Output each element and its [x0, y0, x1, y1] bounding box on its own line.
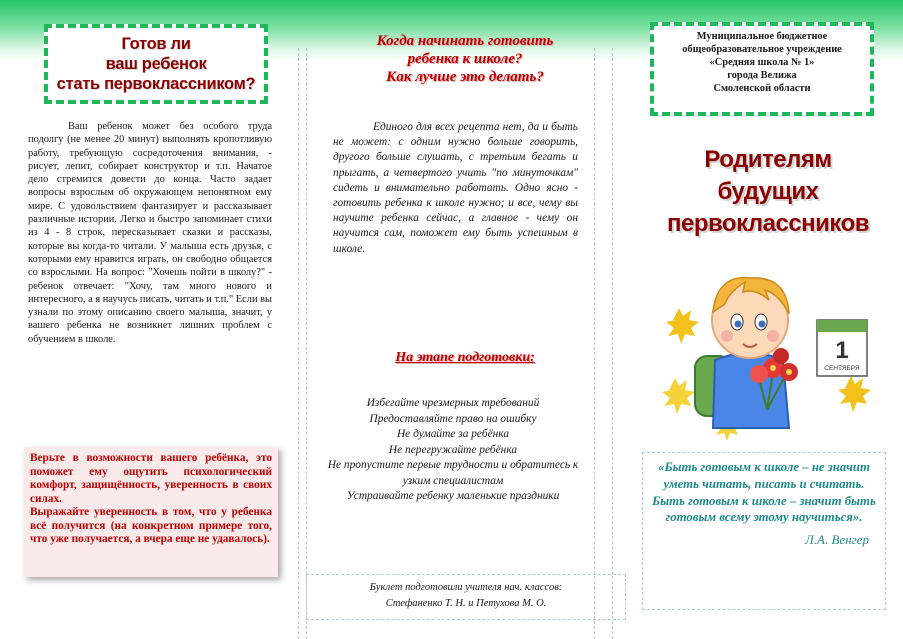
- right-cheek: [767, 330, 779, 342]
- middle-subtitle: На этапе подготовки:: [395, 350, 535, 365]
- quote-author: Л.А. Венгер: [805, 532, 869, 548]
- tip-item: Не перегружайте ребёнка: [388, 443, 518, 456]
- tip-item: Не пропустите первые трудности и обратитесь к узким специалистам: [327, 459, 579, 487]
- school-line: города Велижа: [727, 70, 797, 81]
- quote-text: «Быть готовым к школе – не значит уметь читать, писать и считать. Быть готовым к школе – значит быть готовым всему этому научиться».: [652, 460, 876, 525]
- main-title: [650, 144, 886, 240]
- middle-title-line: ребенка к школе?: [407, 51, 523, 67]
- tip-item: Устраивайте ребенку маленькие праздники: [346, 490, 560, 502]
- middle-quote: Единого для всех рецепта нет, да и быть не может: с одним нужно больше говорить, другого больше слушать, с третьим бегать и прыгать, а четвертого учить "по минуточкам" сидеть и внимательно работать. Одно ясно - готовить ребенка к школе нужно; и все, чему вы научите ребенка сейчас, а главное - чему он научится сам, поможет ему быть успешным в школе.: [333, 121, 578, 255]
- credit-box: [306, 574, 626, 620]
- calendar-day: 1: [835, 337, 849, 364]
- middle-title-line: Когда начинать готовить: [376, 33, 554, 49]
- main-title-line: будущих: [717, 178, 819, 205]
- main-title-line: первоклассников: [666, 210, 870, 237]
- tip-item: Избегайте чрезмерных требований: [366, 397, 540, 409]
- fold-guide-2: [306, 48, 307, 639]
- right-pupil: [759, 321, 766, 328]
- tip-item: Не думайте за ребёнка: [396, 428, 510, 440]
- school-line: «Средняя школа № 1»: [709, 57, 815, 68]
- left-cheek: [721, 330, 733, 342]
- fold-guide-4: [612, 48, 613, 639]
- flower-center: [786, 369, 792, 375]
- advice-paragraph: Выражайте уверенность в том, что у ребенка всё получится (на конкретном примере того, что уже получается, а вчера еще не удавалось).: [30, 506, 272, 545]
- school-line: Смоленской области: [713, 83, 811, 94]
- flower-icon: [750, 365, 768, 383]
- tips-list: [322, 396, 584, 505]
- advice-box: [24, 447, 278, 577]
- maple-leaf-icon: [666, 308, 699, 344]
- middle-title-line: Как лучше это делать?: [386, 69, 544, 85]
- flower-center: [770, 365, 776, 371]
- maple-leaf-icon: [838, 376, 871, 412]
- middle-title: [330, 32, 600, 86]
- quote-box: [642, 452, 886, 610]
- maple-leaf-icon: [662, 378, 695, 414]
- school-line: общеобразовательное учреждение: [682, 44, 842, 55]
- left-body-text: Ваш ребенок может без особого труда подолгу (не менее 20 минут) выполнять кропотливую работу, требующую сосредоточения внимания, - рисует, лепит, собирает конструктор и т.п. Начатое дело стремится довести до конца. Часто задает вопросы взрослым об окружающем непонятном ему мире. С удовольствием фантазирует и рассказывает различные истории. Легко и быстро запоминает стихи из 4 - 8 строк, пересказывает сказки и рассказы, которые вы когда-то читали. У малыша есть друзья, с которыми ему нравится играть, он свободно общается со взрослыми. На вопрос: "Хочешь пойти в школу?" - ребенок отвечает: "Хочу, там много нового и интересного, а я научусь писать, читать и т.п." Если вы узнали по этому описанию своего малыша, значит, у вашего ребенка не возникнет лишних проблем с обучением в школе.: [28, 121, 272, 345]
- advice-paragraph: Верьте в возможности вашего ребёнка, это поможет ему ощутить психологический комфорт, защищённость, уверенность в своих силах.: [30, 452, 272, 505]
- credit-line: Стефаненко Т. Н. и Петухова М. О.: [385, 598, 547, 609]
- left-title-box: [44, 24, 268, 104]
- credit-line: Буклет подготовили учителя нач. классов:: [369, 582, 563, 593]
- left-title-line: Готов ли: [121, 35, 191, 53]
- left-title-line: ваш ребенок: [105, 55, 207, 73]
- fold-guide-1: [298, 48, 299, 639]
- school-info-box: [650, 22, 874, 116]
- school-line: Муниципальное бюджетное: [696, 31, 828, 42]
- schoolboy-illustration: [655, 260, 873, 440]
- main-title-line: Родителям: [704, 146, 832, 173]
- fold-guide-3: [594, 48, 595, 639]
- calendar-header: [817, 320, 867, 332]
- left-pupil: [735, 321, 742, 328]
- calendar-month: СЕНТЯБРЯ: [824, 365, 860, 372]
- tip-item: Предоставляйте право на ошибку: [369, 412, 537, 425]
- flower-icon: [773, 348, 789, 364]
- left-title-line: стать первоклассником?: [56, 75, 256, 93]
